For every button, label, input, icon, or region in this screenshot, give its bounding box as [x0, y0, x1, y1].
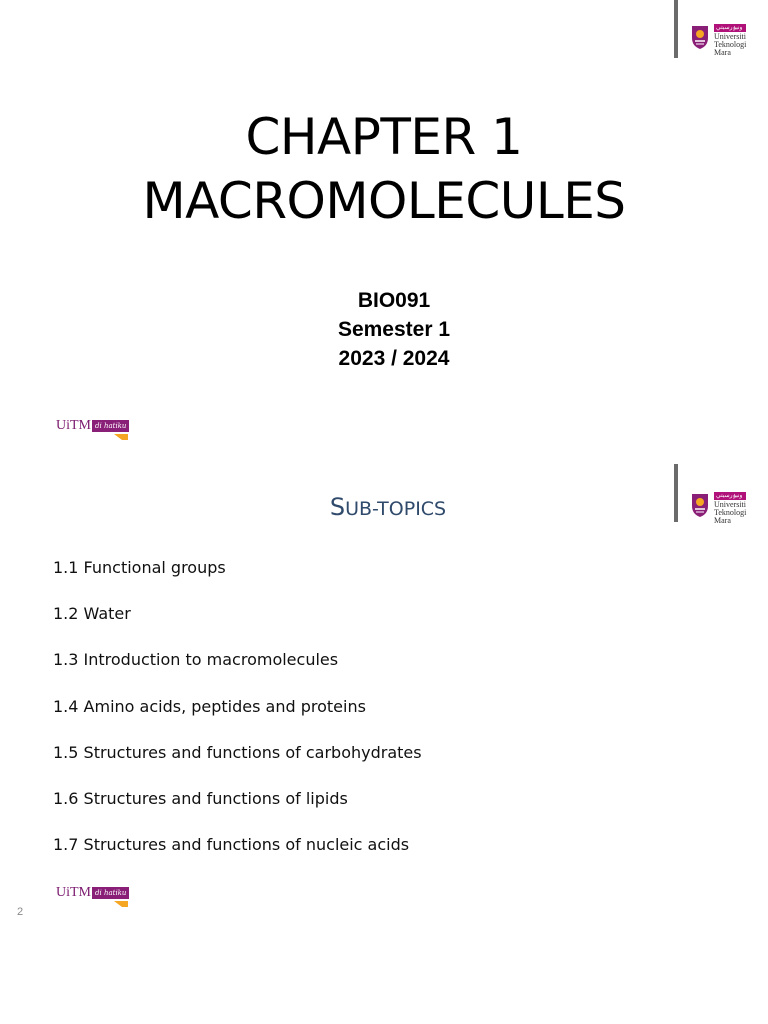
logo-line-2: Teknologi: [714, 40, 747, 49]
logo-line-1: Universiti: [714, 32, 746, 41]
badge-arrow-icon: [114, 434, 128, 440]
semester: Semester 1: [337, 318, 451, 341]
logo-line-3: Mara: [714, 48, 731, 57]
session: 2023 / 2024: [338, 347, 450, 370]
course-info: [0, 286, 768, 373]
badge-uitm-text: UiTM: [56, 885, 91, 900]
chapter-title: [0, 105, 768, 233]
logo-line-3: Mara: [714, 516, 731, 525]
logo-script-text: ونيۏرسيتي: [714, 492, 746, 500]
topic-list: [53, 558, 422, 881]
topic-item-1-2: 1.2 Water: [53, 604, 131, 624]
topic-item-1-1: 1.1 Functional groups: [53, 558, 226, 577]
course-code: BIO091: [357, 289, 431, 312]
subtopics-title-ub: UB: [345, 498, 373, 520]
logo-line-1: Universiti: [714, 500, 746, 509]
topic-item-1-5: 1.5 Structures and functions of carbohydrates: [53, 742, 422, 762]
subtopics-title-dash: -: [372, 498, 378, 520]
topic-item-1-6: 1.6 Structures and functions of lipids: [53, 788, 348, 808]
badge-tag-text: di hatiku: [92, 420, 129, 432]
uitm-di-hatiku-badge: [56, 419, 129, 433]
page-number: 2: [17, 906, 24, 918]
topic-item-1-4: 1.4 Amino acids, peptides and proteins: [53, 696, 366, 716]
uitm-crest-icon: [690, 24, 710, 50]
slide-title: [0, 0, 768, 458]
badge-arrow-icon: [114, 901, 128, 907]
subtopics-title: [0, 493, 768, 521]
topic-item-1-7: 1.7 Structures and functions of nucleic acids: [53, 835, 410, 855]
subtopics-title-topics: TOPICS: [377, 498, 447, 520]
slide-subtopics: [0, 458, 768, 1024]
badge-tag-text: di hatiku: [92, 887, 129, 899]
chapter-title-line-2: MACROMOLECULES: [142, 172, 626, 230]
uitm-di-hatiku-badge: [56, 886, 129, 900]
badge-uitm-text: UiTM: [56, 418, 91, 433]
logo-line-2: Teknologi: [714, 508, 747, 517]
uitm-logo: [690, 24, 746, 57]
topic-item-1-3: 1.3 Introduction to macromolecules: [53, 650, 339, 670]
logo-divider: [674, 0, 678, 58]
chapter-title-line-1: CHAPTER 1: [245, 108, 523, 166]
logo-script-text: ونيۏرسيتي: [714, 24, 746, 32]
subtopics-title-s: S: [329, 493, 346, 521]
